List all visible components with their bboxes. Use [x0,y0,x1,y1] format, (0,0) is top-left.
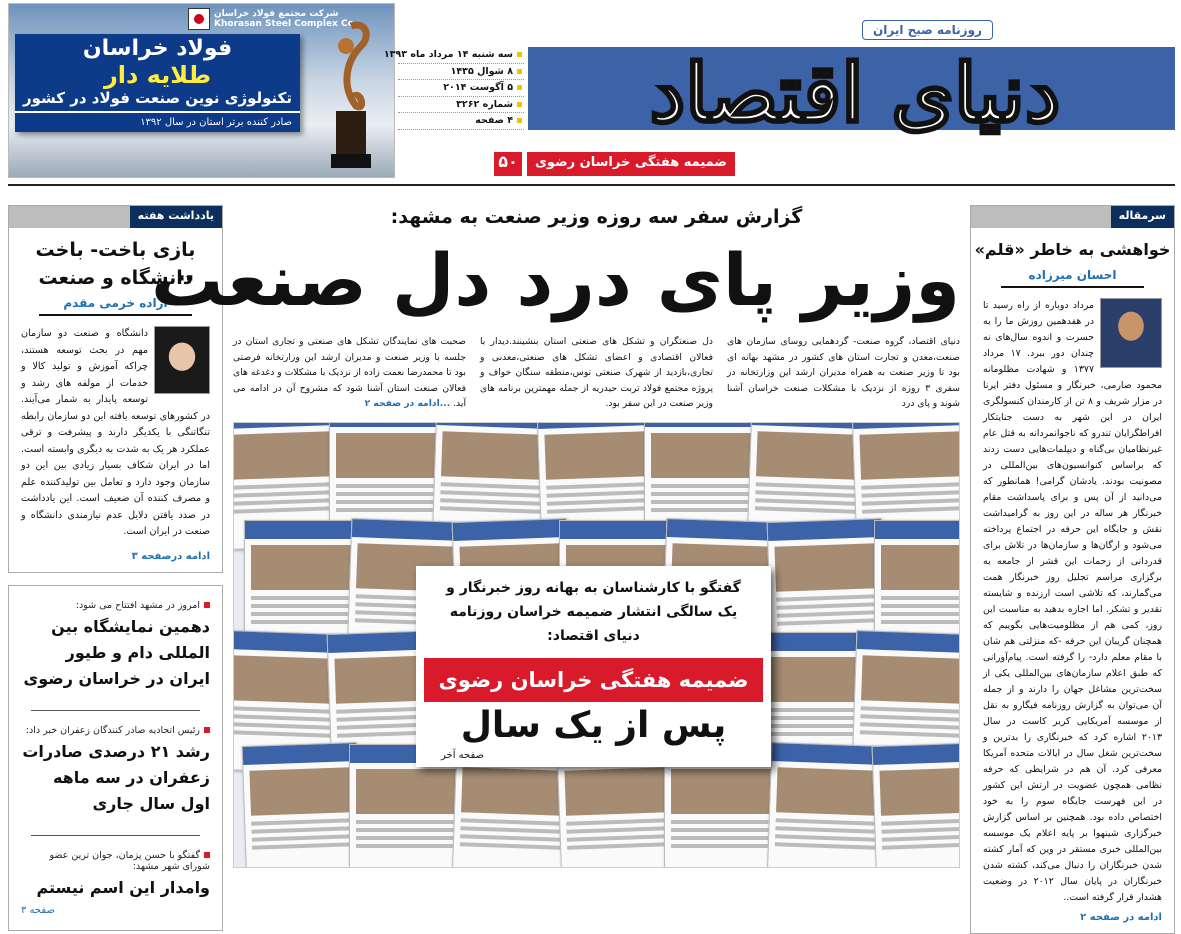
company-name-fa: شرکت مجتمع فولاد خراسان [214,9,339,19]
callout-banner: ضمیمه هفتگی خراسان رضوی [424,658,763,702]
news-briefs-panel [8,585,223,931]
front-pages-collage [233,422,960,868]
lead-headline[interactable]: وزیر پای درد دل صنعت [151,238,960,322]
note-body: دانشگاه و صنعت دو سازمان مهم در بحث توسعه هستند، چراکه آموزش و تولید کالا و خدمات از مولفه های رشد و توسعه پایدار به شمار می‌آیند. در کشورهای توسعه یافته این دو سازمان رابطه تنگاتنگی با یکدیگر دارند و پیشرفت و ترقی عملکرد هر یک به شدت به دیگری وابسته است. اما در ایران شکاف بسیار زیادی بین این دو سازمان وجود دارد و تعامل بین تولیدکننده علم و مصرف کننده آن ضعیف است. این یادداشت در صدد یافتن دلایل عدم نیازمندی دانشگاه و صنعت در ایران است. [21,328,210,537]
ad-line1: فولاد خراسان [82,36,233,61]
editorial-author: احسان میرزاده [1028,268,1117,282]
newspaper-logo[interactable]: دنیای اقتصاد [649,46,1061,140]
logo-icon [188,8,210,30]
news-headline[interactable]: رشد ۲۱ درصدی صادرات زعفران در سه ماهه اول سال جاری [22,741,210,813]
header-divider [8,184,1175,186]
continue-link[interactable]: ...ادامه در صفحه ۲ [364,398,451,409]
editorial-panel [970,205,1175,934]
news-headline[interactable]: دهمین نمایشگاه بین المللی دام و طیور ایران در خراسان رضوی [23,616,210,688]
section-tag: سرمقاله [1111,206,1174,228]
lead-kicker: گزارش سفر سه روزه وزیر صنعت به مشهد: [390,206,803,228]
news-kicker: گفتگو با حسن پزمان، جوان ترین عضو شورای شهر مشهد: [21,850,210,872]
continue-link[interactable]: ادامه درصفحه ۳ [131,550,210,562]
ad-line2: طلایه دار [103,61,212,89]
editorial-title[interactable]: خواهشی به خاطر «قلم» [974,240,1171,259]
lead-column: دل صنعتگران و تشکل های صنعتی استان بنشینند.دیدار با فعالان اقتصادی و اعضای تشکل های صنعتی،معدنی و تجاری،بازدید از شهرک صنعتی توس،منطقه سنگان خواف و پروژه مجتمع فولاد تربت حیدریه از جمله مهمترین برنامه های وزیر صنعت در این سفر بود. [480,336,713,409]
author-photo [154,326,210,394]
editorial-body: مرداد دوباره از راه رسید تا در هفدهمین روزش ما را به حسرت و اندوه سال‌های نه چندان دور ببرد. ۱۷ مرداد ۱۳۷۷ و شهادت مظلومانه محمود صارمی، خبرنگار و مسئول دفتر ایرنا در مزار شریف و ۸ تن از کارمندان کنسولگری ایران در این شهر به دست جنایتکار افراطگرایان تندرو که ناجوانمردانه به قتل عام غیرنظامیان بی‌گناه و دیپلمات‌هایی دست زدند که براساس کنوانسیون‌های بین‌المللی در مصونیت بودند. یادشان گرامی! همانطور که می‌دانید از آن پس و برای پاسداشت مقام خبرنگار هر ساله در این روز به گرامیداشت نقش و جایگاه این حرفه در اجتماع پرداخته می‌شود و ارگان‌ها و سازمان‌ها در تلاش برای قدردانی از زحمات این قشر از جامعه به برگزاری مراسم تجلیل روز خبرنگار همت می‌گمارند، که تلاشی است ارزنده و شایسته تقدیر و تشکر. اما اجازه بدهید به مناسبت این روز، کمی هم از مظلومیت‌هایی بگوییم که همچنان گریبان این حرفه -که منزلتی هم شان با مقام معلم دارد- را گرفته است. پیام‌آورانی که طبق اعلام سازمان‌های بین‌المللی یکی از سخت‌ترین مشاغل جهان را دارند و از جمله آن می‌توان به گزارش روزنامه فیگارو به نقل از موسسه آمریکایی کریر کاست در سال ۲۰۱۳ اشاره کرد که خبرنگاری را بدترین و سخت‌ترین شغل سال در ایالات متحده آمریکا معرفی کرد. آن هم در شرایطی که حرفه نظامی همچون عضویت در ارتش این کشور در این فهرست جایگاه سوم را به خود اختصاص داده بود. همچنین بر اساس گزارش خبرگزاری شینهوا بر پایه اعلام یک موسسه بین‌المللی خبری مستقر در وین که آمار کشته شدن خبرنگاران را دنبال می‌کند، کشته شدن خبرنگاران در پایان سال ۲۰۱۲ در وضعیت هشدار قرار گرفته است.. [983,300,1162,903]
advertisement-banner[interactable] [8,3,395,178]
date-hijri: ۸ شوال ۱۴۳۵ [398,64,524,81]
note-title[interactable]: بازی باخت- باخت دانشگاه و صنعت [35,239,196,289]
news-kicker: امروز در مشهد افتتاح می شود: [21,600,210,611]
callout-intro: گفتگو با کارشناسان به بهانه روز خبرنگار و یک سالگی انتشار ضمیمه خراسان روزنامه دنیای اقتصاد: [446,579,741,644]
section-tag: یادداشت هفته [130,206,222,228]
ad-line3: تکنولوژی نوین صنعت فولاد در کشور [15,89,300,113]
supplement-number: ۵۰ [494,152,522,176]
issue-number: شماره ۳۲۶۲ [398,97,524,114]
callout-page-link[interactable]: صفحه آخر [441,749,485,761]
continue-link[interactable]: ادامه در صفحه ۲ [1080,912,1162,923]
newspaper-thumbnail [872,742,959,867]
author-photo [1100,298,1162,368]
company-name-en: Khorasan Steel Complex Co. [214,19,358,29]
page-count: ۴ صفحه [398,113,524,130]
note-author: آزاده خرمی مقدم [63,296,168,310]
newspaper-thumbnail [767,742,887,867]
divider [1001,286,1144,288]
lead-text-columns [233,334,960,412]
date-gregorian: ۵ آگوست ۲۰۱۴ [398,80,524,97]
date-persian: سه شنبه ۱۴ مرداد ماه ۱۳۹۳ [398,47,524,64]
news-headline[interactable]: وامدار این اسم نیستم [36,877,210,897]
lead-column: دنیای اقتصاد، گروه صنعت- گردهمایی روسای سازمان های صنعت،معدن و تجارت استان های کشور در مشهد بهانه ای بود تا وزیر صنعت به همراه مدیران ارشد این وزارتخانه در سفری ۳ روزه از نزدیک با مشکلات صنعت خراسان آشنا شوند و پای درد [727,336,960,409]
newspaper-thumbnail [242,742,362,867]
issue-info [383,47,524,130]
divider [31,710,200,711]
supplement-label: ضمیمه هفتگی خراسان رضوی [527,152,735,176]
trophy-icon [326,16,376,171]
callout-headline: پس از یک سال [460,704,727,746]
divider [31,835,200,836]
slogan-badge: روزنامه صبح ایران [862,20,993,40]
supplement-callout[interactable] [416,566,771,767]
news-kicker: رئیس اتحادیه صادر کنندگان زعفران خبر داد: [21,725,210,736]
lead-column: صحبت های نمایندگان تشکل های صنعتی و تجاری استان در جلسه با وزیر صنعت و مدیران ارشد این وزارتخانه فرصتی بود تا محمدرضا نعمت زاده از نزدیک با مشکلات و دغدغه های فعالان صنعت استان آشنا شود که مشروح آن در ادامه می آید. [233,336,466,409]
ad-line4: صادر کننده برتر استان در سال ۱۳۹۲ [140,117,292,128]
page-link[interactable]: صفحه ۳ [21,904,55,916]
ad-text-box [15,34,300,132]
